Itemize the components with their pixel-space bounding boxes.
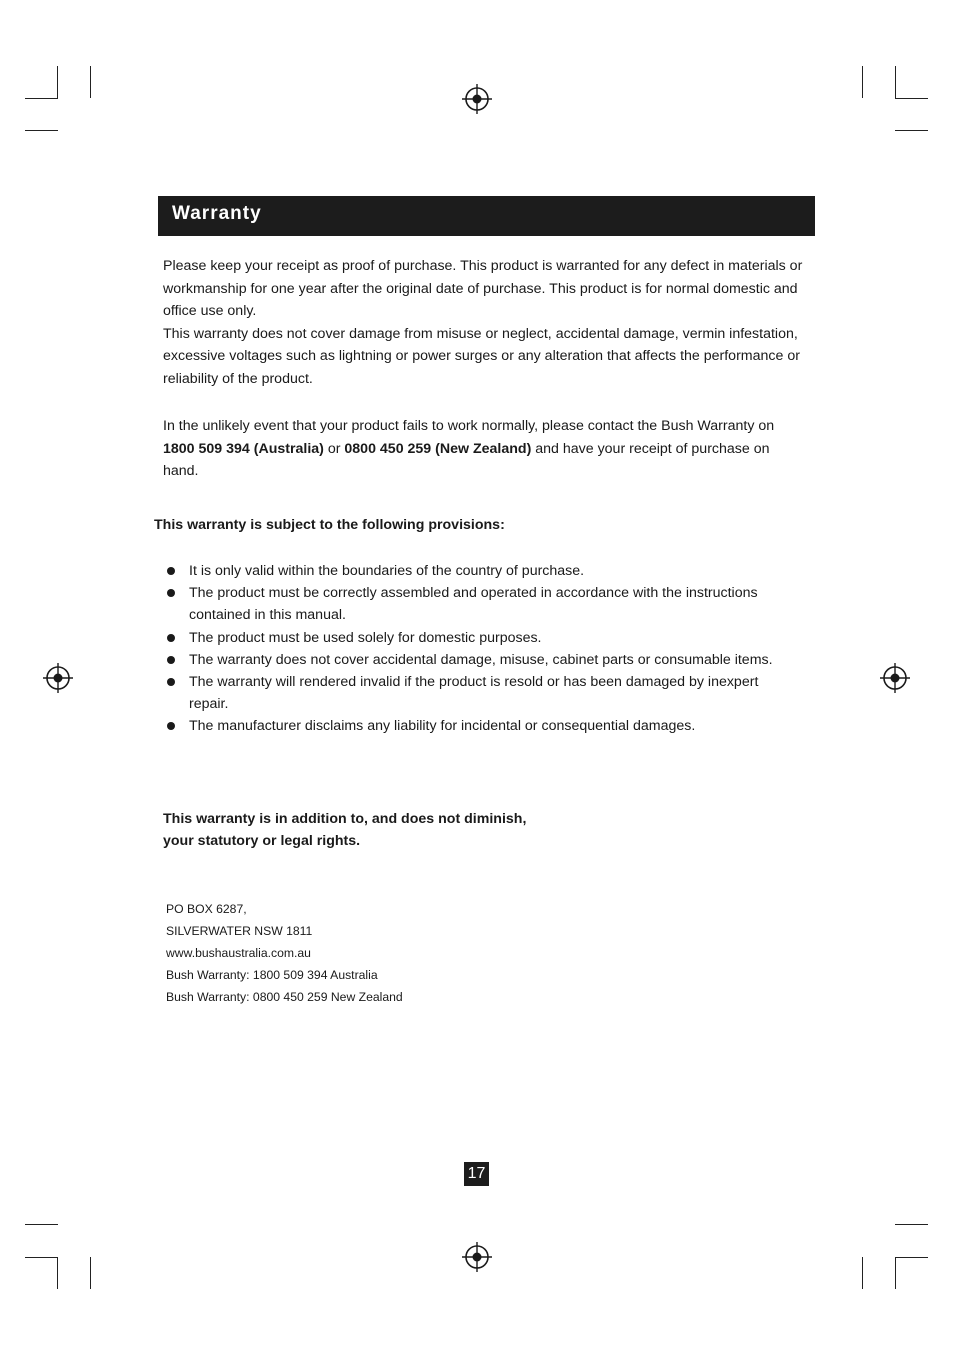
list-item: The product must be used solely for domestic purposes. [163,627,783,649]
page-number: 17 [464,1162,489,1186]
list-item: The product must be correctly assembled and operated in accordance with the instructions contained in this manual. [163,582,783,626]
contact-or: or [323,440,345,457]
bullet-icon [167,589,175,597]
page-title: Warranty [172,203,262,224]
website-text: www.bushaustralia.com.au [166,946,311,960]
contact-tail: and have your receipt of purchase on hand. [163,440,770,480]
registration-mark-icon [462,84,492,114]
statutory-line-1: This warranty is in addition to, and does not diminish, [163,811,527,827]
title-banner [158,196,815,236]
list-item: It is only valid within the boundaries of the country of purchase. [163,560,783,582]
phone-australia: 1800 509 394 (Australia) [163,440,324,457]
provisions-heading: This warranty is subject to the following provisions: [154,517,505,533]
list-item: The warranty does not cover accidental damage, misuse, cabinet parts or consumable items. [163,649,783,671]
intro-paragraph-1: Please keep your receipt as proof of purchase. This product is warranted for any defect in materials or workmanship for one year after the original date of purchase. This product is for normal domestic and office use only. [163,258,803,320]
contact-lead: In the unlikely event that your product fails to work normally, please contact the Bush Warranty on [163,418,775,434]
intro-text [163,255,803,391]
bullet-icon [167,678,175,686]
intro-paragraph-2: This warranty does not cover damage from misuse or neglect, accidental damage, vermin infestation, excessive voltages such as lightning or power surges or any alteration that affects the performance or reliability of the product. [163,325,800,387]
bullet-icon [167,656,175,664]
registration-mark-icon [43,663,73,693]
address-line: PO BOX 6287, [166,902,247,916]
address-line: SILVERWATER NSW 1811 [166,924,313,938]
provisions-list [163,560,783,738]
bullet-icon [167,722,175,730]
bullet-icon [167,634,175,642]
statutory-line-2: your statutory or legal rights. [163,833,361,850]
list-item: The warranty will rendered invalid if the product is resold or has been damaged by inexpert repair. [163,671,783,715]
registration-mark-icon [880,663,910,693]
list-item: The manufacturer disclaims any liability for incidental or consequential damages. [163,715,783,737]
registration-mark-icon [462,1242,492,1272]
statutory-rights-note [163,808,526,853]
address-block [166,898,403,1008]
warranty-phone-australia: Bush Warranty: 1800 509 394 Australia [166,968,378,982]
bullet-icon [167,567,175,575]
warranty-phone-new-zealand: Bush Warranty: 0800 450 259 New Zealand [166,990,403,1004]
contact-paragraph [163,415,803,483]
phone-new-zealand: 0800 450 259 (New Zealand) [344,440,532,457]
